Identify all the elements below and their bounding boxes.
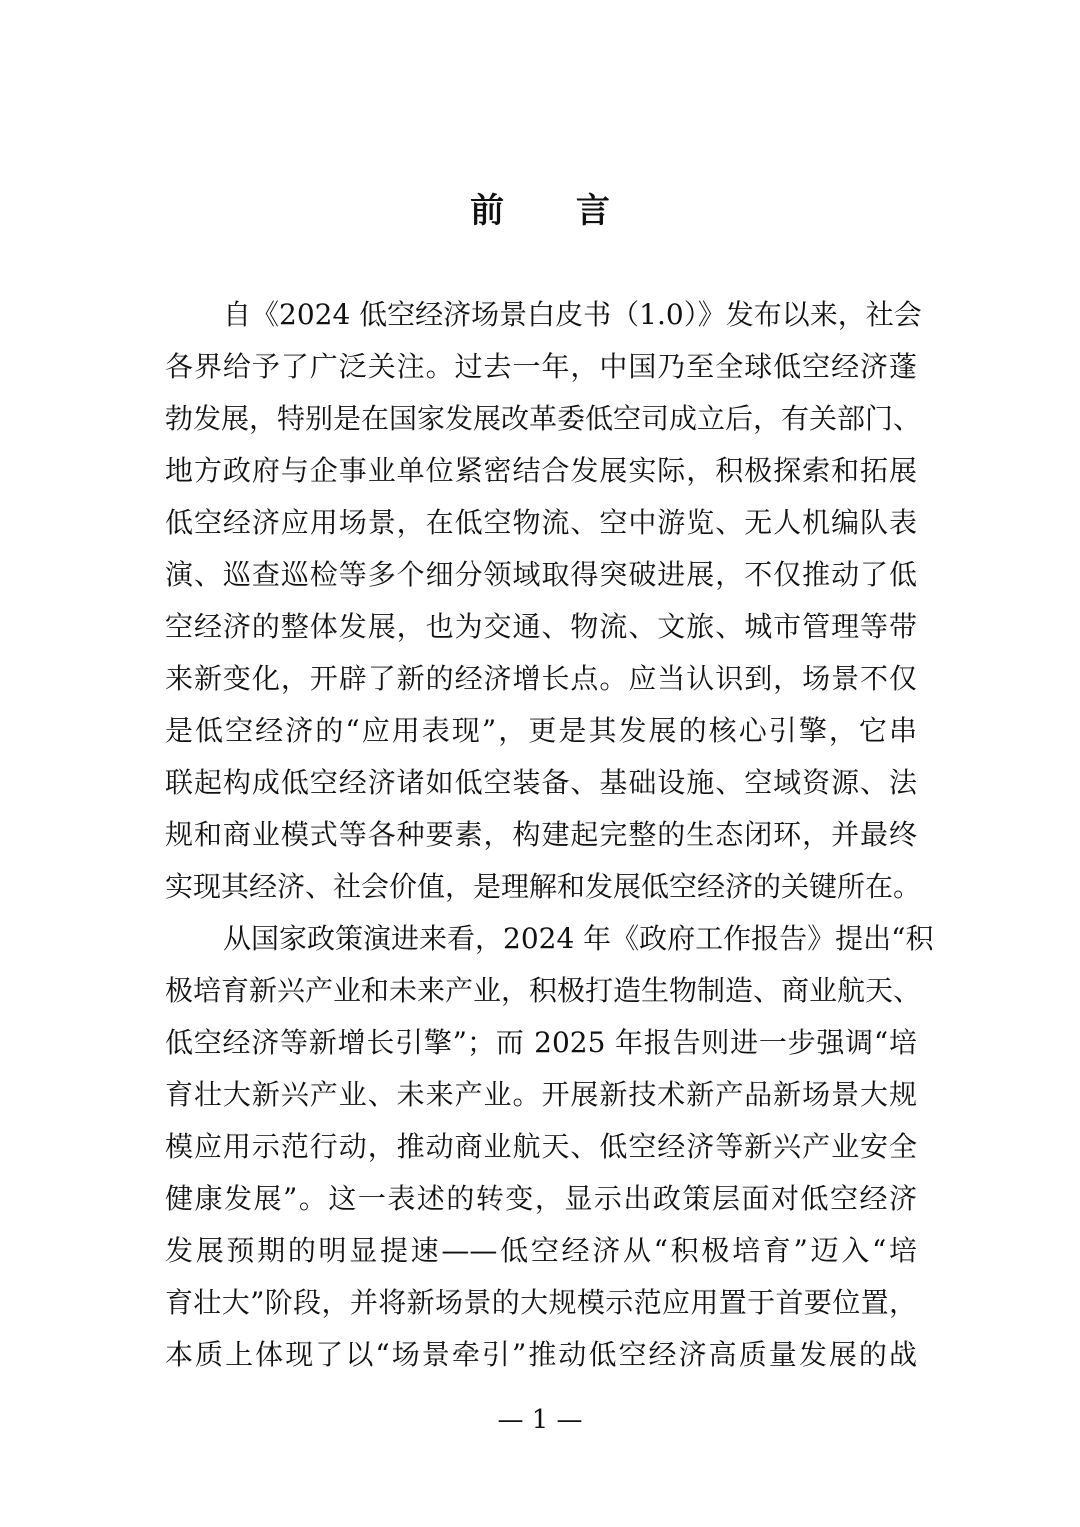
paragraph-2-line-1: 从国家政策演进来看，2024 年《政府工作报告》提出“积: [223, 922, 934, 955]
paragraph-2-line-3: 低空经济等新增长引擎”；而 2025 年报告则进一步强调“培: [165, 1026, 917, 1059]
paragraph-1-line-3: 勃发展，特别是在国家发展改革委低空司成立后，有关部门、: [165, 402, 922, 435]
paragraph-1-line-1: 自《2024 低空经济场景白皮书（1.0）》发布以来，社会: [223, 298, 922, 331]
paragraph-1-line-6: 演、巡查巡检等多个细分领域取得突破进展，不仅推动了低: [165, 558, 917, 591]
paragraph-1-line-4: 地方政府与企事业单位紧密结合发展实际，积极探索和拓展: [165, 454, 917, 487]
paragraph-2-line-7: 发展预期的明显提速——低空经济从“积极培育”迈入“培: [165, 1234, 917, 1267]
paragraph-2-line-9: 本质上体现了以“场景牵引”推动低空经济高质量发展的战: [165, 1338, 917, 1371]
paragraph-1-line-7: 空经济的整体发展，也为交通、物流、文旅、城市管理等带: [165, 610, 917, 643]
paragraph-2-line-5: 模应用示范行动，推动商业航天、低空经济等新兴产业安全: [165, 1130, 917, 1163]
paragraph-1-line-9: 是低空经济的“应用表现”，更是其发展的核心引擎，它串: [165, 714, 917, 747]
paragraph-2-line-4: 育壮大新兴产业、未来产业。开展新技术新产品新场景大规: [165, 1078, 917, 1111]
paragraph-2-line-6: 健康发展”。这一表述的转变，显示出政策层面对低空经济: [165, 1182, 917, 1215]
paragraph-2-line-2: 极培育新兴产业和未来产业，积极打造生物制造、商业航天、: [165, 974, 922, 1007]
page-title: 前 言: [470, 191, 640, 231]
paragraph-1-line-11: 规和商业模式等各种要素，构建起完整的生态闭环，并最终: [165, 818, 917, 851]
paragraph-1-line-5: 低空经济应用场景，在低空物流、空中游览、无人机编队表: [165, 506, 917, 539]
paragraph-1-line-10: 联起构成低空经济诸如低空装备、基础设施、空域资源、法: [165, 766, 917, 799]
document-body: [165, 289, 934, 1381]
paragraph-1-line-12: 实现其经济、社会价值，是理解和发展低空经济的关键所在。: [165, 870, 922, 903]
paragraph-1-line-2: 各界给予了广泛关注。过去一年，中国乃至全球低空经济蓬: [165, 350, 917, 383]
page-number: — 1 —: [497, 1405, 583, 1435]
paragraph-1-line-8: 来新变化，开辟了新的经济增长点。应当认识到，场景不仅: [165, 662, 917, 695]
paragraph-2-line-8: 育壮大”阶段，并将新场景的大规模示范应用置于首要位置，: [165, 1286, 917, 1319]
